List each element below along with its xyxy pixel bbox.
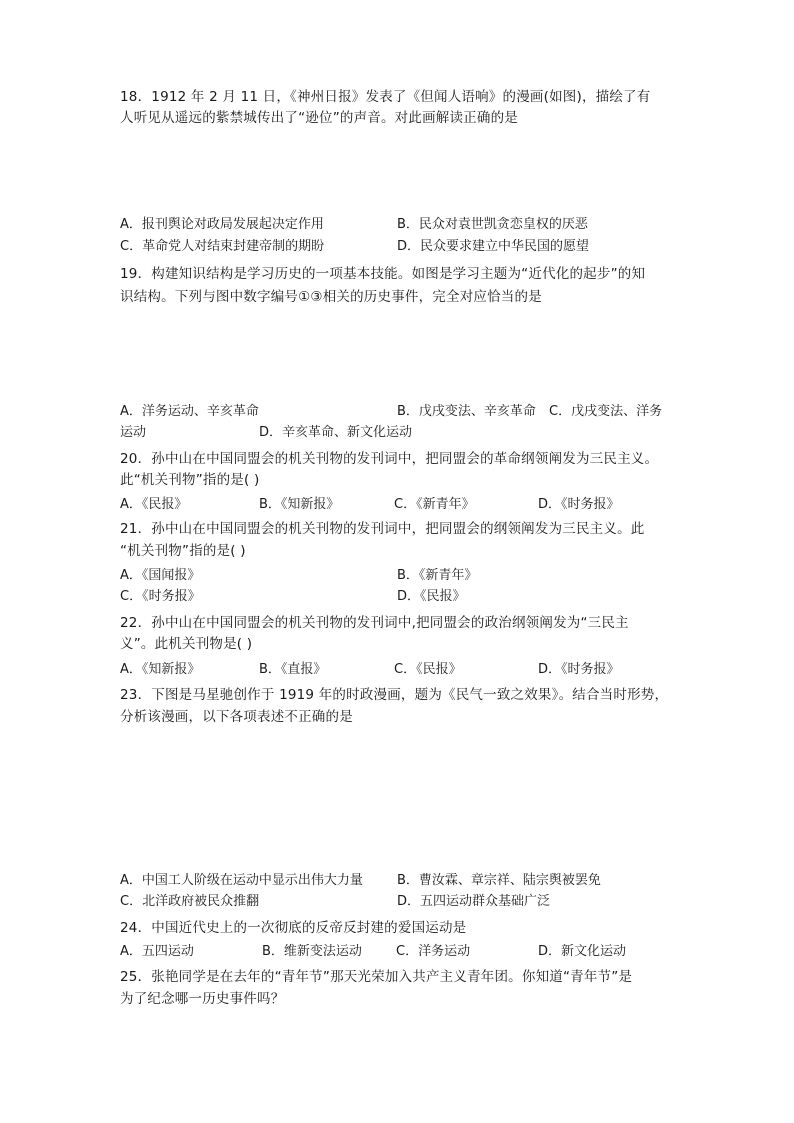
question-19-option-d[interactable]: D．辛亥革命、新文化运动: [259, 425, 413, 440]
question-19-option-b[interactable]: B．戊戌变法、辛亥革命: [397, 404, 536, 419]
question-20-option-a[interactable]: A．《民报》: [120, 497, 188, 512]
question-19-option-c-continued[interactable]: 运动: [120, 425, 147, 440]
question-22-line-1: 22．孙中山在中国同盟会的机关刊物的发刊词中,把同盟会的政治纲领阐发为“三民主: [120, 615, 629, 631]
question-20-line-2: 此“机关刊物”指的是( ): [120, 472, 260, 488]
question-24-option-d[interactable]: D．新文化运动: [538, 944, 627, 959]
question-21-option-a[interactable]: A．《国闻报》: [120, 568, 201, 583]
question-24-line-1: 24．中国近代史上的一次彻底的反帝反封建的爱国运动是: [120, 920, 467, 936]
question-25-line-2: 为了纪念哪一历史事件吗？: [120, 991, 285, 1007]
question-18-line-1: 18．1912 年 2 月 11 日，《神州日报》发表了《但闻人语响》的漫画(如图)，描绘了有: [120, 89, 651, 105]
question-25-line-1: 25．张艳同学是在去年的“青年节”那天光荣加入共产主义青年团。你知道“青年节”是: [120, 969, 633, 985]
question-19-line-1: 19．构建知识结构是学习历史的一项基本技能。如图是学习主题为“近代化的起步”的知: [120, 266, 646, 282]
question-23-option-d[interactable]: D．五四运动群众基础广泛: [397, 894, 551, 909]
question-19-image-area: [120, 310, 680, 400]
question-18-image-area: [120, 130, 680, 210]
question-18-option-a[interactable]: A．报刊舆论对政局发展起决定作用: [120, 217, 324, 232]
question-21-line-1: 21．孙中山在中国同盟会的机关刊物的发刊词中，把同盟会的纲领阐发为三民主义。此: [120, 521, 645, 537]
question-21-option-c[interactable]: C．《时务报》: [120, 589, 201, 604]
question-18-line-2: 人听见从遥远的紫禁城传出了“逊位”的声音。对此画解读正确的是: [120, 110, 518, 126]
question-23-option-a[interactable]: A．中国工人阶级在运动中显示出伟大力量: [120, 873, 363, 888]
question-21-line-2: “机关刊物”指的是( ): [120, 543, 246, 559]
question-23-option-c[interactable]: C．北洋政府被民众推翻: [120, 894, 260, 909]
question-18-option-b[interactable]: B．民众对袁世凯贪恋皇权的厌恶: [397, 217, 588, 232]
question-24-option-a[interactable]: A．五四运动: [120, 944, 194, 959]
question-22-option-b[interactable]: B．《直报》: [259, 662, 327, 677]
question-21-option-d[interactable]: D．《民报》: [397, 589, 466, 604]
question-20-option-b[interactable]: B．《知新报》: [259, 497, 340, 512]
question-20-option-d[interactable]: D．《时务报》: [538, 497, 620, 512]
question-19-option-c[interactable]: C．戊戌变法、洋务: [549, 404, 663, 419]
question-24-option-b[interactable]: B．维新变法运动: [262, 944, 362, 959]
question-23-line-1: 23．下图是马星驰创作于 1919 年的时政漫画，题为《民气一致之效果》。结合当时形势，: [120, 687, 669, 703]
question-22-line-2: 义”。此机关刊物是( ): [120, 636, 253, 652]
question-24-option-c[interactable]: C．洋务运动: [396, 944, 471, 959]
question-20-line-1: 20．孙中山在中国同盟会的机关刊物的发刊词中，把同盟会的革命纲领阐发为三民主义。: [120, 451, 659, 467]
question-23-image-area: [120, 730, 680, 870]
question-23-option-b[interactable]: B．曹汝霖、章宗祥、陆宗舆被罢免: [397, 873, 601, 888]
question-22-option-a[interactable]: A．《知新报》: [120, 662, 201, 677]
question-18-option-c[interactable]: C．革命党人对结束封建帝制的期盼: [120, 239, 325, 254]
question-19-line-2: 识结构。下列与图中数字编号①③相关的历史事件，完全对应恰当的是: [120, 289, 542, 305]
question-23-line-2: 分析该漫画，以下各项表述不正确的是: [120, 709, 353, 725]
question-19-option-a[interactable]: A．洋务运动、辛亥革命: [120, 404, 259, 419]
question-21-option-b[interactable]: B．《新青年》: [397, 568, 478, 583]
question-22-option-d[interactable]: D．《时务报》: [538, 662, 620, 677]
question-22-option-c[interactable]: C．《民报》: [394, 662, 462, 677]
question-18-option-d[interactable]: D．民众要求建立中华民国的愿望: [397, 239, 590, 254]
question-20-option-c[interactable]: C．《新青年》: [394, 497, 475, 512]
